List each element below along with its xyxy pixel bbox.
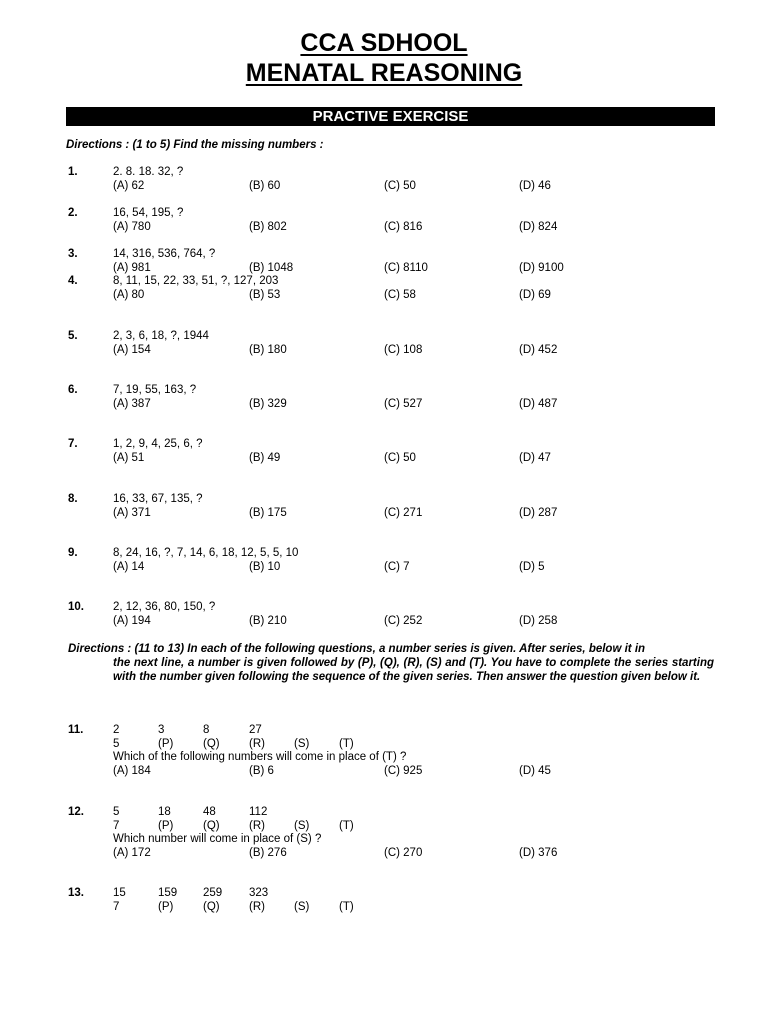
placeholder-q: (Q) <box>203 819 220 832</box>
series-term: 112 <box>249 806 268 818</box>
question-number: 13. <box>68 887 84 899</box>
question-text: Which number will come in place of (S) ? <box>113 833 322 845</box>
series-term: 323 <box>249 887 269 899</box>
option-d: (D) 5 <box>519 560 545 573</box>
option-a: (A) 981 <box>113 261 151 274</box>
new-series-start: 5 <box>113 737 120 750</box>
placeholder-q: (Q) <box>203 900 220 913</box>
option-d: (D) 452 <box>519 343 558 356</box>
option-b: (B) 329 <box>249 397 287 410</box>
option-a: (A) 80 <box>113 288 145 301</box>
option-d: (D) 45 <box>519 764 551 777</box>
question-series: 2, 3, 6, 18, ?, 1944 <box>113 330 209 342</box>
placeholder-s: (S) <box>294 819 310 832</box>
series-term: 15 <box>113 887 126 899</box>
new-series-start: 7 <box>113 819 120 832</box>
subject-title: MENATAL REASONING <box>245 59 523 87</box>
option-c: (C) 8110 <box>384 261 428 274</box>
option-d: (D) 824 <box>519 220 558 233</box>
school-title: CCA SDHOOL <box>300 29 468 57</box>
placeholder-p: (P) <box>158 900 174 913</box>
option-c: (C) 7 <box>384 560 410 573</box>
question-number: 3. <box>68 248 78 260</box>
question-number: 4. <box>68 275 78 287</box>
question-number: 10. <box>68 601 84 613</box>
question-series: 2, 12, 36, 80, 150, ? <box>113 601 216 613</box>
question-number: 6. <box>68 384 78 396</box>
question-number: 5. <box>68 330 78 342</box>
option-b: (B) 6 <box>249 764 274 777</box>
question-number: 7. <box>68 438 78 450</box>
question-number: 9. <box>68 547 78 559</box>
question-series: 8, 24, 16, ?, 7, 14, 6, 18, 12, 5, 5, 10 <box>113 547 299 559</box>
placeholder-t: (T) <box>339 819 354 832</box>
option-a: (A) 172 <box>113 846 151 859</box>
placeholder-t: (T) <box>339 900 354 913</box>
section-banner: PRACTIVE EXERCISE <box>66 107 715 126</box>
option-d: (D) 258 <box>519 614 558 627</box>
option-d: (D) 376 <box>519 846 558 859</box>
option-b: (B) 210 <box>249 614 287 627</box>
option-c: (C) 252 <box>384 614 423 627</box>
series-term: 8 <box>203 724 210 736</box>
option-a: (A) 184 <box>113 764 151 777</box>
series-term: 27 <box>249 724 262 736</box>
option-a: (A) 14 <box>113 560 145 573</box>
option-a: (A) 371 <box>113 506 151 519</box>
question-number: 1. <box>68 166 78 178</box>
placeholder-r: (R) <box>249 900 265 913</box>
placeholder-p: (P) <box>158 819 174 832</box>
series-term: 48 <box>203 806 216 818</box>
question-series: 8, 11, 15, 22, 33, 51, ?, 127, 203 <box>113 275 279 287</box>
option-b: (B) 1048 <box>249 261 294 274</box>
option-b: (B) 180 <box>249 343 287 356</box>
option-d: (D) 9100 <box>519 261 564 274</box>
placeholder-r: (R) <box>249 737 265 750</box>
option-a: (A) 194 <box>113 614 151 627</box>
directions-lead: Directions : (11 to 13) In each of the following questions, a number series is given. After series, below it in <box>68 643 646 655</box>
option-c: (C) 58 <box>384 288 416 301</box>
question-series: 16, 33, 67, 135, ? <box>113 493 203 505</box>
option-c: (C) 108 <box>384 343 423 356</box>
directions-1-to-5: Directions : (1 to 5) Find the missing numbers : <box>66 139 324 151</box>
option-a: (A) 387 <box>113 397 151 410</box>
option-b: (B) 276 <box>249 846 287 859</box>
question-series: 1, 2, 9, 4, 25, 6, ? <box>113 438 203 450</box>
option-a: (A) 51 <box>113 451 145 464</box>
directions-11-to-13 <box>68 643 714 684</box>
option-d: (D) 46 <box>519 179 551 192</box>
question-series: 14, 316, 536, 764, ? <box>113 248 216 260</box>
placeholder-q: (Q) <box>203 737 220 750</box>
option-c: (C) 816 <box>384 220 423 233</box>
question-series: 7, 19, 55, 163, ? <box>113 384 197 396</box>
option-c: (C) 270 <box>384 846 423 859</box>
directions-rest: the next line, a number is given followed by (P), (Q), (R), (S) and (T). You have to complete the series starting with the number given following the sequence of the given series. Then answer the question given below it. <box>113 656 714 683</box>
option-c: (C) 527 <box>384 397 423 410</box>
series-term: 259 <box>203 887 223 899</box>
option-a: (A) 62 <box>113 179 145 192</box>
series-term: 3 <box>158 724 165 736</box>
question-text: Which of the following numbers will come in place of (T) ? <box>113 751 407 763</box>
series-term: 2 <box>113 724 120 736</box>
new-series-start: 7 <box>113 900 120 913</box>
option-b: (B) 49 <box>249 451 281 464</box>
option-d: (D) 287 <box>519 506 558 519</box>
placeholder-s: (S) <box>294 737 310 750</box>
option-d: (D) 487 <box>519 397 558 410</box>
option-c: (C) 50 <box>384 179 416 192</box>
option-d: (D) 69 <box>519 288 551 301</box>
option-b: (B) 53 <box>249 288 281 301</box>
question-number: 2. <box>68 207 78 219</box>
placeholder-t: (T) <box>339 737 354 750</box>
option-b: (B) 802 <box>249 220 287 233</box>
option-b: (B) 10 <box>249 560 281 573</box>
question-number: 8. <box>68 493 78 505</box>
series-term: 159 <box>158 887 178 899</box>
question-series: 16, 54, 195, ? <box>113 207 184 219</box>
option-c: (C) 271 <box>384 506 423 519</box>
placeholder-s: (S) <box>294 900 310 913</box>
option-b: (B) 60 <box>249 179 281 192</box>
placeholder-p: (P) <box>158 737 174 750</box>
option-c: (C) 50 <box>384 451 416 464</box>
option-c: (C) 925 <box>384 764 423 777</box>
question-number: 12. <box>68 806 84 818</box>
option-b: (B) 175 <box>249 506 287 519</box>
series-term: 5 <box>113 806 120 818</box>
question-number: 11. <box>68 724 84 736</box>
series-term: 18 <box>158 806 171 818</box>
option-d: (D) 47 <box>519 451 551 464</box>
option-a: (A) 154 <box>113 343 151 356</box>
question-series: 2. 8. 18. 32, ? <box>113 166 184 178</box>
placeholder-r: (R) <box>249 819 265 832</box>
option-a: (A) 780 <box>113 220 151 233</box>
